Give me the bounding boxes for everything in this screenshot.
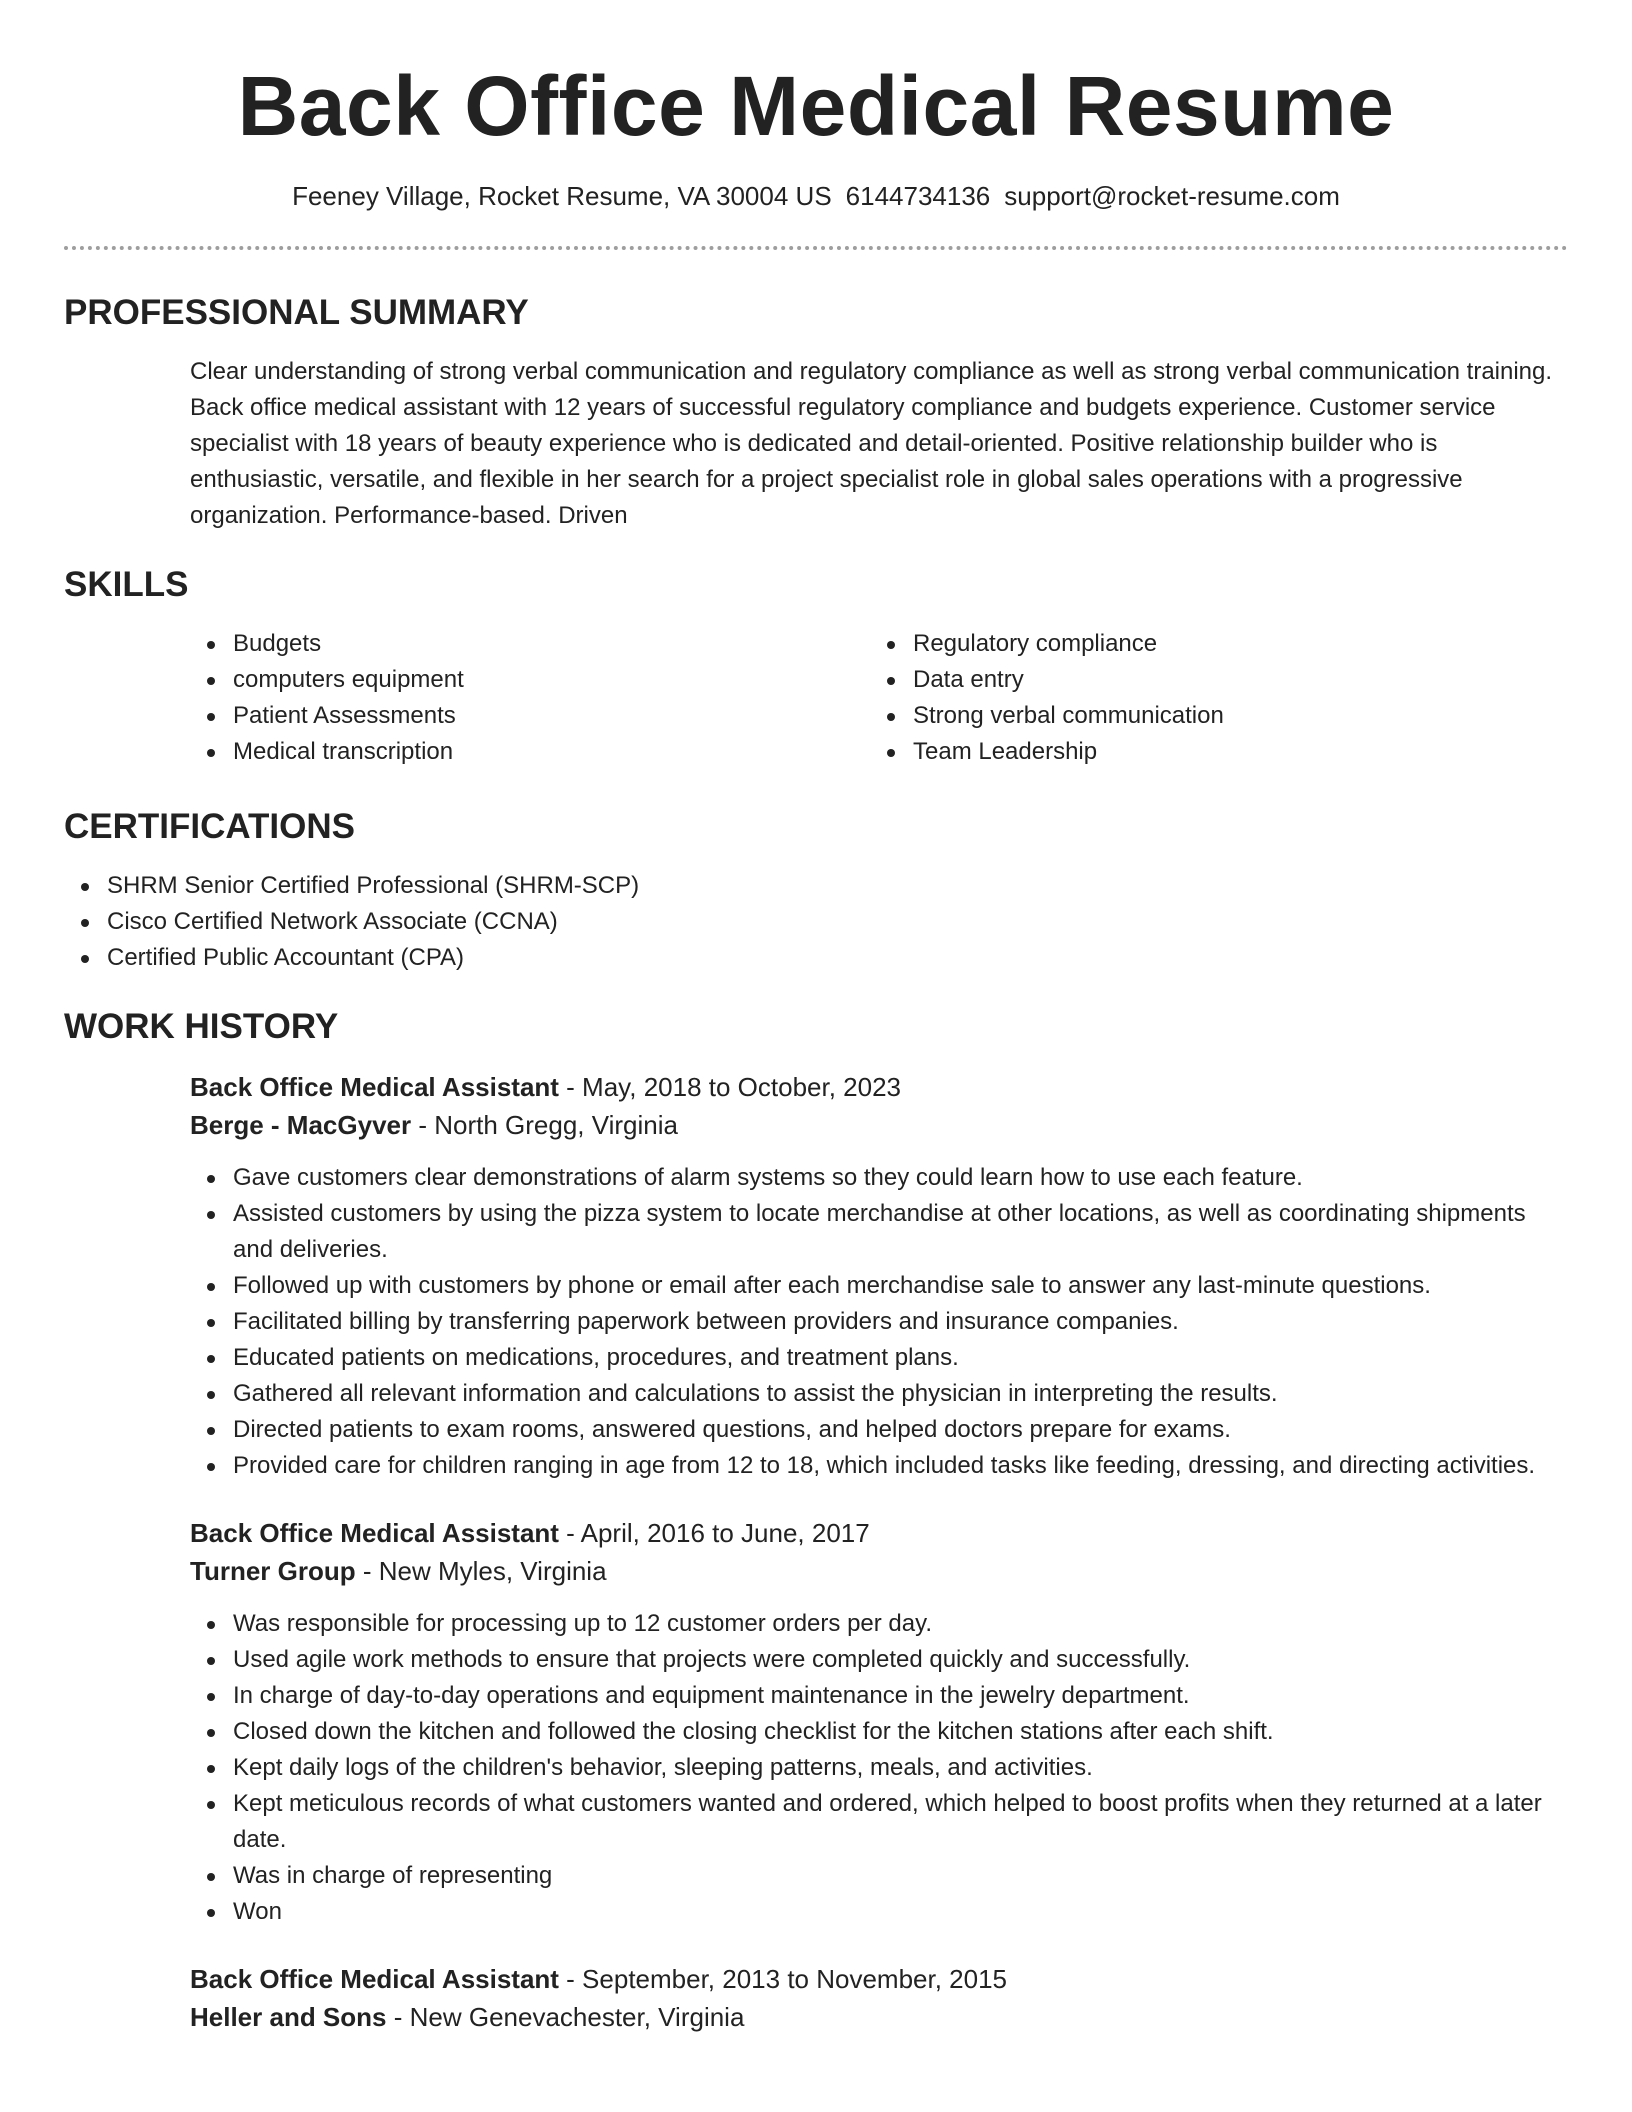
certification-item: Cisco Certified Network Associate (CCNA) <box>64 904 1568 940</box>
job-location: - North Gregg, Virginia <box>411 1110 678 1140</box>
job-bullet: Won <box>190 1894 1568 1930</box>
section-title-summary: PROFESSIONAL SUMMARY <box>64 293 529 332</box>
job-bullet: Provided care for children ranging in age from 12 to 18, which included tasks like feeding, dressing, and directing activities. <box>190 1448 1568 1484</box>
skill-item: Medical transcription <box>190 734 870 770</box>
job-bullet: Followed up with customers by phone or email after each merchandise sale to answer any last-minute questions. <box>190 1268 1568 1304</box>
job-bullets <box>190 1606 1568 1930</box>
skills-list <box>190 626 1568 770</box>
job-bullet: Directed patients to exam rooms, answered questions, and helped doctors prepare for exams. <box>190 1412 1568 1448</box>
contact-line <box>64 180 1568 212</box>
job-company: Berge - MacGyver <box>190 1110 412 1140</box>
job-location: - New Genevachester, Virginia <box>386 2002 745 2032</box>
section-title-work-history: WORK HISTORY <box>64 1007 339 1046</box>
job-bullets <box>190 1160 1568 1484</box>
job-dates: - September, 2013 to November, 2015 <box>558 1964 1008 1994</box>
contact-phone: 6144734136 <box>845 181 991 211</box>
resume-title: Back Office Medical Resume <box>237 59 1395 153</box>
skill-item: Strong verbal communication <box>870 698 1550 734</box>
job-bullet: Kept meticulous records of what customers wanted and ordered, which helped to boost profits when they returned at a later date. <box>190 1786 1568 1858</box>
skill-item: Regulatory compliance <box>870 626 1550 662</box>
job-company: Turner Group <box>190 1556 356 1586</box>
skill-item: Data entry <box>870 662 1550 698</box>
skills-column-right <box>870 626 1550 770</box>
job-dates: - April, 2016 to June, 2017 <box>558 1518 870 1548</box>
job-bullet: Used agile work methods to ensure that projects were completed quickly and successfully. <box>190 1642 1568 1678</box>
job-bullet: In charge of day-to-day operations and equipment maintenance in the jewelry department. <box>190 1678 1568 1714</box>
section-title-skills: SKILLS <box>64 565 189 604</box>
contact-email: support@rocket-resume.com <box>1004 181 1340 211</box>
header-divider <box>64 246 1568 250</box>
job-company-line <box>190 1552 1568 1590</box>
job-title-line <box>190 1068 1568 1106</box>
job-company-line <box>190 1106 1568 1144</box>
skill-item: Team Leadership <box>870 734 1550 770</box>
job-role: Back Office Medical Assistant <box>190 1518 559 1548</box>
certifications-list <box>64 868 1568 976</box>
skill-item: Budgets <box>190 626 870 662</box>
job-bullet: Gave customers clear demonstrations of alarm systems so they could learn how to use each feature. <box>190 1160 1568 1196</box>
skill-item: Patient Assessments <box>190 698 870 734</box>
job-bullet: Was responsible for processing up to 12 customer orders per day. <box>190 1606 1568 1642</box>
job-bullet: Gathered all relevant information and calculations to assist the physician in interpreting the results. <box>190 1376 1568 1412</box>
job-title-line <box>190 1514 1568 1552</box>
job-entry <box>190 1068 1568 1484</box>
job-bullet: Educated patients on medications, procedures, and treatment plans. <box>190 1340 1568 1376</box>
job-role: Back Office Medical Assistant <box>190 1072 559 1102</box>
job-company: Heller and Sons <box>190 2002 387 2032</box>
resume-page <box>64 0 1568 2036</box>
job-bullet: Facilitated billing by transferring paperwork between providers and insurance companies. <box>190 1304 1568 1340</box>
skills-column-left <box>190 626 870 770</box>
job-bullet: Was in charge of representing <box>190 1858 1568 1894</box>
job-bullet: Closed down the kitchen and followed the closing checklist for the kitchen stations after each shift. <box>190 1714 1568 1750</box>
job-bullet: Assisted customers by using the pizza system to locate merchandise at other locations, as well as coordinating shipments and deliveries. <box>190 1196 1568 1268</box>
certification-item: SHRM Senior Certified Professional (SHRM-SCP) <box>64 868 1568 904</box>
summary-text: Clear understanding of strong verbal communication and regulatory compliance as well as strong verbal communication training. Back office medical assistant with 12 years of successful regulatory compliance and budgets experience. Customer service specialist with 18 years of beauty experience who is dedicated and detail-oriented. Positive relationship builder who is enthusiastic, versatile, and flexible in her search for a project specialist role in global sales operations with a progressive organization. Performance-based. Driven <box>190 358 1553 529</box>
job-company-line <box>190 1998 1568 2036</box>
job-location: - New Myles, Virginia <box>355 1556 607 1586</box>
job-dates: - May, 2018 to October, 2023 <box>558 1072 902 1102</box>
contact-address: Feeney Village, Rocket Resume, VA 30004 US <box>292 181 832 211</box>
section-title-certifications: CERTIFICATIONS <box>64 807 356 846</box>
job-role: Back Office Medical Assistant <box>190 1964 559 1994</box>
job-bullet: Kept daily logs of the children's behavior, sleeping patterns, meals, and activities. <box>190 1750 1568 1786</box>
certification-item: Certified Public Accountant (CPA) <box>64 940 1568 976</box>
job-entry <box>190 1960 1568 2036</box>
job-title-line <box>190 1960 1568 1998</box>
job-entry <box>190 1514 1568 1930</box>
skill-item: computers equipment <box>190 662 870 698</box>
